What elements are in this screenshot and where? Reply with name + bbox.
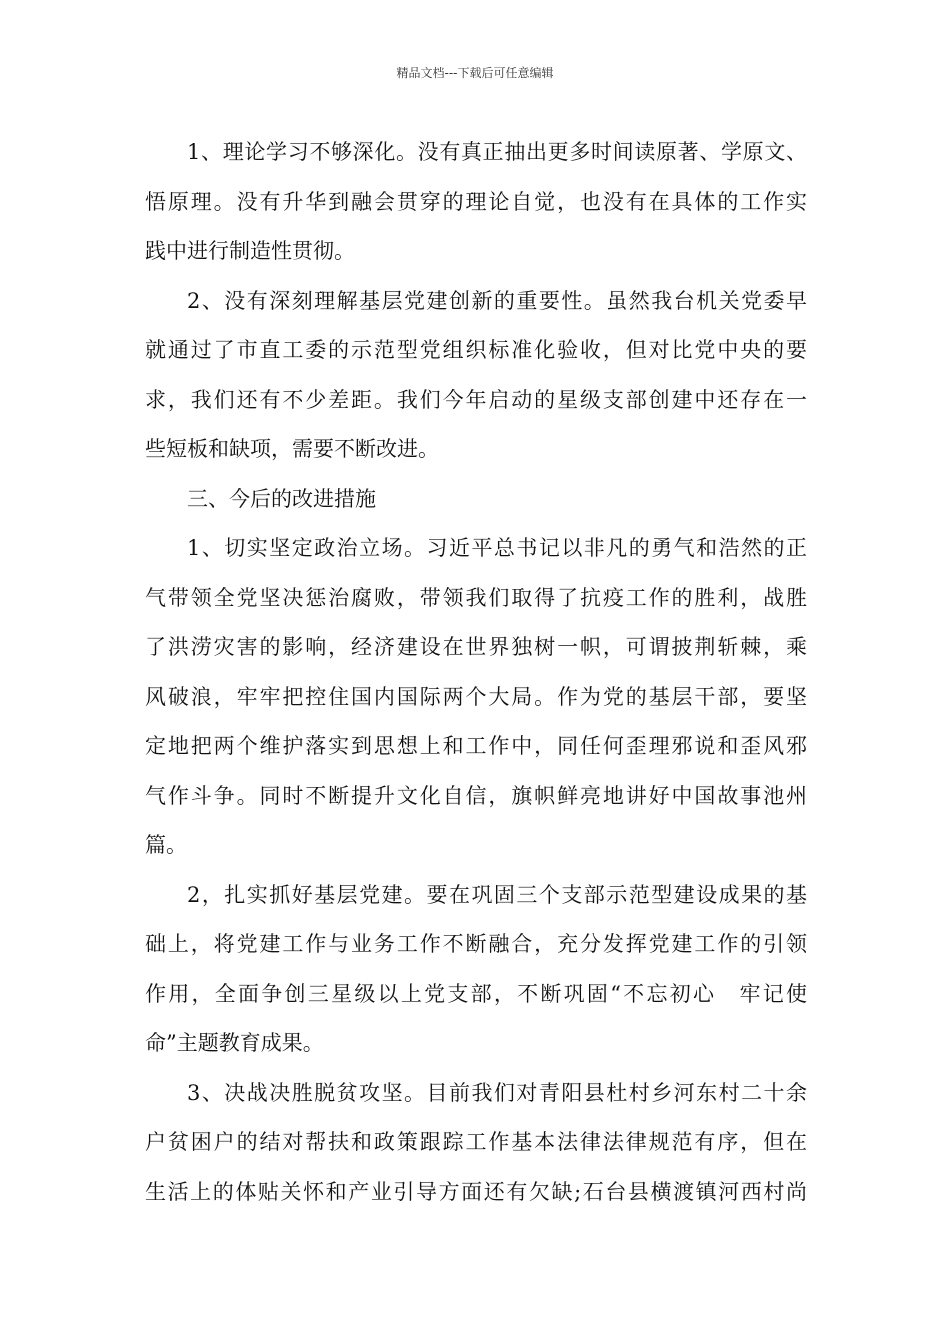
text-line: 了洪涝灾害的影响，经济建设在世界独树一帜，可谓披荆斩棘，乘	[145, 635, 807, 659]
text-line: 户贫困户的结对帮扶和政策跟踪工作基本法律法律规范有序，但在	[145, 1130, 807, 1154]
text-line: 2，扎实抓好基层党建。要在巩固三个支部示范型建设成果的基	[187, 882, 807, 907]
text-line: 作用，全面争创三星级以上党支部，不断巩固“不忘初心 牢记使	[145, 981, 807, 1006]
text-line: 命”主题教育成果。	[145, 1031, 324, 1055]
text-line: 求，我们还有不少差距。我们今年启动的星级支部创建中还存在一	[145, 387, 807, 412]
text-line: 1、切实坚定政治立场。习近平总书记以非凡的勇气和浩然的正	[187, 536, 807, 560]
text-line: 础上，将党建工作与业务工作不断融合，充分发挥党建工作的引领	[145, 932, 807, 956]
text-line: 1、理论学习不够深化。没有真正抽出更多时间读原著、学原文、	[187, 140, 807, 164]
document-body	[145, 128, 807, 1217]
text-line: 风破浪，牢牢把控住国内国际两个大局。作为党的基层干部，要坚	[145, 684, 807, 709]
text-line: 3、决战决胜脱贫攻坚。目前我们对青阳县杜村乡河东村二十余	[187, 1080, 807, 1105]
text-line: 气带领全党坚决惩治腐败，带领我们取得了抗疫工作的胜利，战胜	[145, 585, 807, 610]
text-line: 气作斗争。同时不断提升文化自信，旗帜鲜亮地讲好中国故事池州	[145, 783, 807, 808]
text-line: 就通过了市直工委的示范型党组织标准化验收，但对比党中央的要	[145, 338, 807, 362]
text-line: 定地把两个维护落实到思想上和工作中，同任何歪理邪说和歪风邪	[145, 734, 807, 758]
text-line: 悟原理。没有升华到融会贯穿的理论自觉，也没有在具体的工作实	[145, 189, 807, 214]
text-line: 践中进行制造性贯彻。	[145, 239, 355, 263]
text-line: 些短板和缺项，需要不断改进。	[145, 437, 439, 461]
text-line: 2、没有深刻理解基层党建创新的重要性。虽然我台机关党委早	[187, 288, 807, 313]
text-line: 篇。	[145, 833, 187, 857]
text-line: 生活上的体贴关怀和产业引导方面还有欠缺;石台县横渡镇河西村尚	[145, 1179, 807, 1204]
page-header: 精品文档---下载后可任意编辑	[396, 66, 554, 80]
text-line: 三、今后的改进措施	[187, 486, 376, 511]
